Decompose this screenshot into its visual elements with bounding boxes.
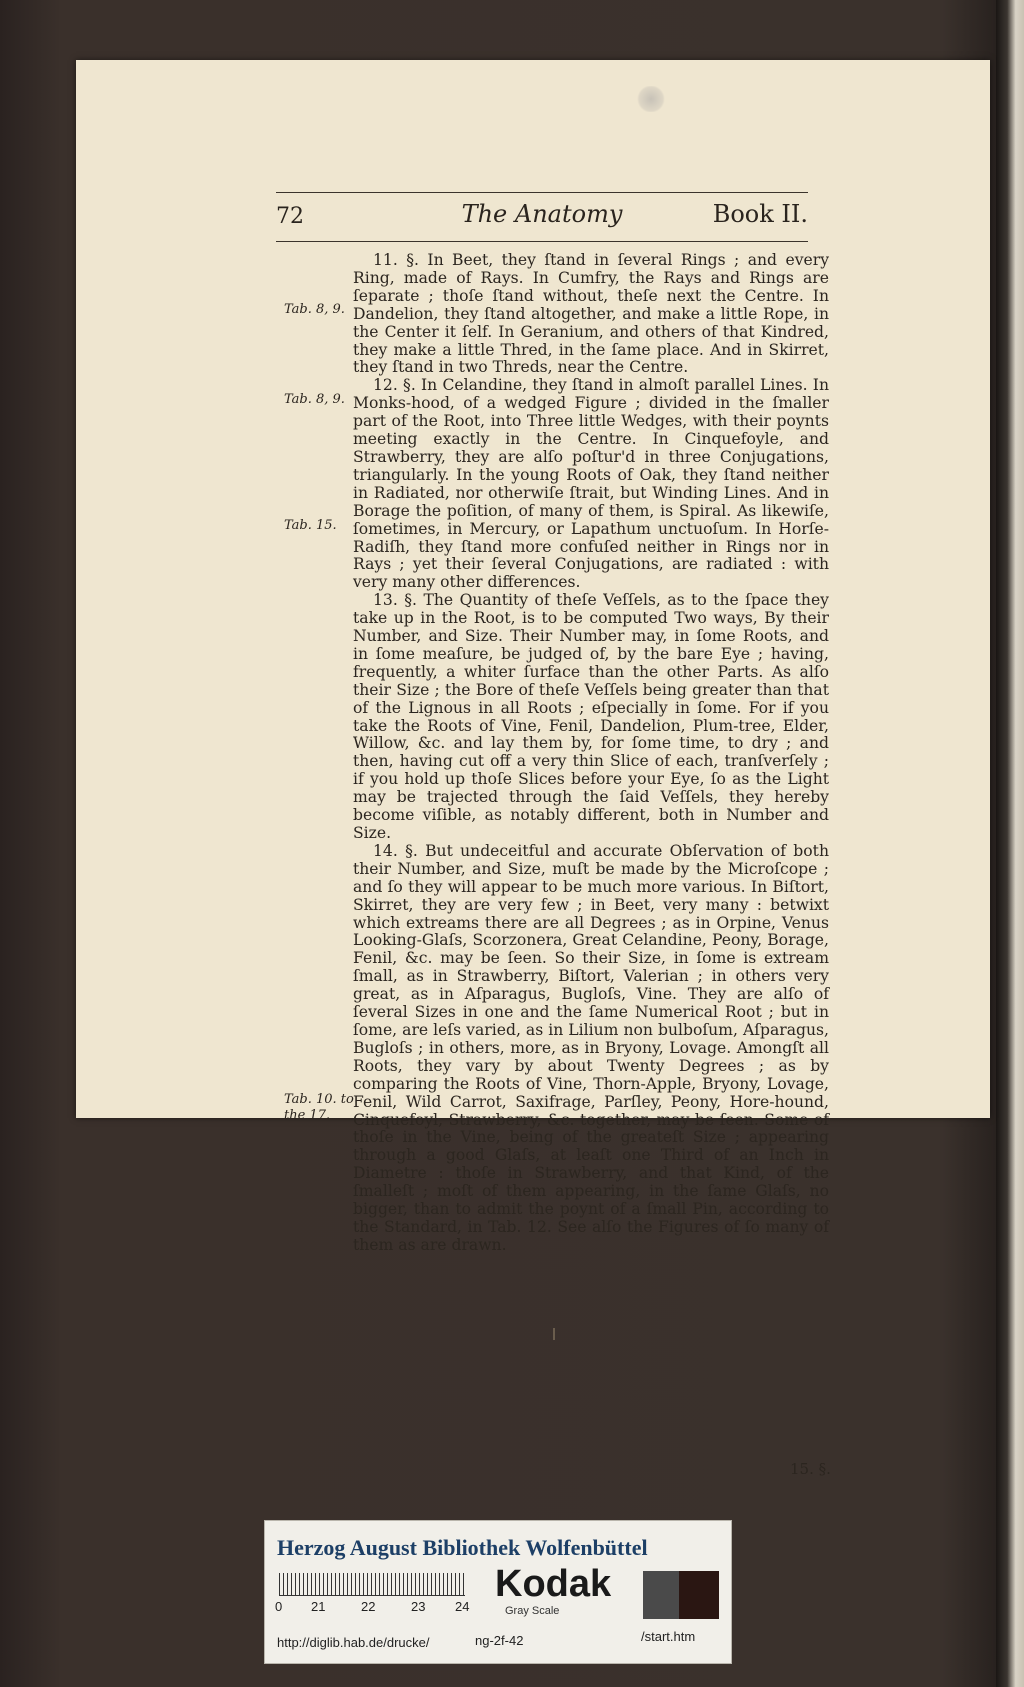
gray-scale-label: Gray Scale bbox=[505, 1605, 560, 1617]
catchword: 15. §. bbox=[790, 1460, 831, 1478]
paragraph-14: 14. §. But undeceitful and accurate Obſervation of both their Number, and Size, muſt be made by the Microſcope ; and ſo they will appear to be much more various. In Biſtort, Skirret, they are very few ; in Beet, very many : betwixt which extreams there are all Degrees ; as in Orpine, Venus Looking-Glaſs, Scorzonera, Great Celandine, Peony, Borage, Fenil, &c. may be ſeen. So their Size, in ſome is extream ſmall, as in Strawberry, Biſtort, Valerian ; in others very great, as in Aſparagus, Bugloſs, Vine. They are alſo of ſeveral Sizes in one and the ſame Numerical Root ; but in ſome, are leſs varied, as in Lilium non bulboſum, Aſparagus, Bugloſs ; in others, more, as in Bryony, Lovage. Amongſt all Roots, they vary by about Twenty Degrees ; as by comparing the Roots of Vine, Thorn-Apple, Bryony, Lovage, Fenil, Wild Carrot, Saxifrage, Parſley, Peony, Hore-hound, Cinquefoyl, Strawberry, &c. together, may be ſeen. Some of thoſe in the Vine, being of the greateſt Size ; appearing through a good Glaſs, at leaſt one Third of an Inch in Diametre : thoſe in Strawberry, and that Kind, of the ſmalleſt ; moſt of them appearing, in the ſame Glaſs, no bigger, than to admit the poynt of a ſmall Pin, according to the Standard, in Tab. 12. See alſo the Figures of ſo many of them as are drawn. bbox=[353, 841, 829, 1254]
ruler-number: 21 bbox=[311, 1599, 326, 1614]
ink-speck bbox=[553, 1328, 555, 1340]
ruler-number: 24 bbox=[455, 1599, 470, 1614]
paragraph-12: 12. §. In Celandine, they ſtand in almoſt parallel Lines. In Monks-hood, of a wedged Figure ; divided in the ſmaller part of the Root, into Three little Wedges, with their poynts meeting exactly in the Centre. In Cinquefoyle, and Strawberry, they are alſo poſtur'd in three Conjugations, triangularly. In the young Roots of Oak, they ſtand neither in Radiated, nor otherwiſe ſtrait, but Winding Lines. And in Borage the poſition, of many of them, is Spiral. As likewiſe, ſometimes, in Mercury, or Lapathum unctuoſum. In Horſe-Radiſh, they ſtand more confuſed neither in Rings nor in Rays ; yet their ſeveral Conjugations, are radiated : with very many other differences. bbox=[353, 376, 829, 592]
book-label: Book II. bbox=[712, 200, 808, 228]
paragraph-13: 13. §. The Quantity of theſe Veſſels, as to the ſpace they take up in the Root, is to be computed Two ways, By their Number, and Size. Their Number may, in ſome Roots, and in ſome meaſure, be judged of, by the bare Eye ; having, frequently, a whiter ſurface than the other Parts. As alſo their Size ; the Bore of theſe Veſſels being greater than that of the Lignous in all Roots ; eſpecially in ſome. For if you take the Roots of Vine, Fenil, Dandelion, Plum-tree, Elder, Willow, &c. and lay them by, for ſome time, to dry ; and then, having cut off a very thin Slice of each, tranſverſely ; if you hold up thoſe Slices before your Eye, ſo as the Light may be trajected through the ſaid Veſſels, they hereby become viſible, as notably different, both in Number and Size. bbox=[353, 591, 829, 842]
library-name: Herzog August Bibliothek Wolfenbüttel bbox=[277, 1535, 648, 1560]
header-rule-bottom bbox=[276, 241, 808, 242]
margin-note: Tab. 8, 9. bbox=[284, 302, 345, 317]
page-number: 72 bbox=[276, 204, 304, 229]
library-card bbox=[264, 1520, 732, 1664]
margin-note: Tab. 15. bbox=[284, 518, 337, 533]
margin-note: the 17. bbox=[284, 1108, 331, 1123]
card-start: /start.htm bbox=[641, 1629, 696, 1644]
gray-swatch-black bbox=[679, 1571, 719, 1619]
ruler-number: 0 bbox=[275, 1599, 283, 1614]
margin-note: Tab. 8, 9. bbox=[284, 392, 345, 407]
gray-swatch-dark bbox=[643, 1571, 679, 1619]
library-stamp-mark bbox=[636, 86, 666, 112]
paragraph-11: 11. §. In Beet, they ſtand in ſeveral Rings ; and every Ring, made of Rays. In Cumfry, the Rays and Rings are ſeparate ; thoſe ſtand without, theſe next the Centre. In Dandelion, they ſtand altogether, and make a little Rope, in the Center it ſelf. In Geranium, and others of that Kindred, they make a little Thred, in the ſame place. And in Skirret, they ſtand in two Threds, near the Centre. bbox=[353, 251, 829, 377]
running-title: The Anatomy bbox=[461, 200, 623, 228]
margin-note: Tab. 10. to bbox=[284, 1092, 354, 1107]
header-rule-top bbox=[276, 192, 808, 193]
card-code: ng-2f-42 bbox=[475, 1633, 524, 1648]
adjacent-page-edge bbox=[996, 0, 1024, 1687]
running-header bbox=[276, 198, 808, 238]
kodak-logo: Kodak bbox=[495, 1563, 612, 1605]
scale-ruler-base bbox=[279, 1595, 465, 1596]
scale-ruler bbox=[279, 1573, 465, 1595]
ruler-number: 23 bbox=[411, 1599, 426, 1614]
page-body bbox=[353, 252, 829, 1255]
card-url: http://diglib.hab.de/drucke/ bbox=[277, 1635, 430, 1650]
ruler-number: 22 bbox=[361, 1599, 376, 1614]
